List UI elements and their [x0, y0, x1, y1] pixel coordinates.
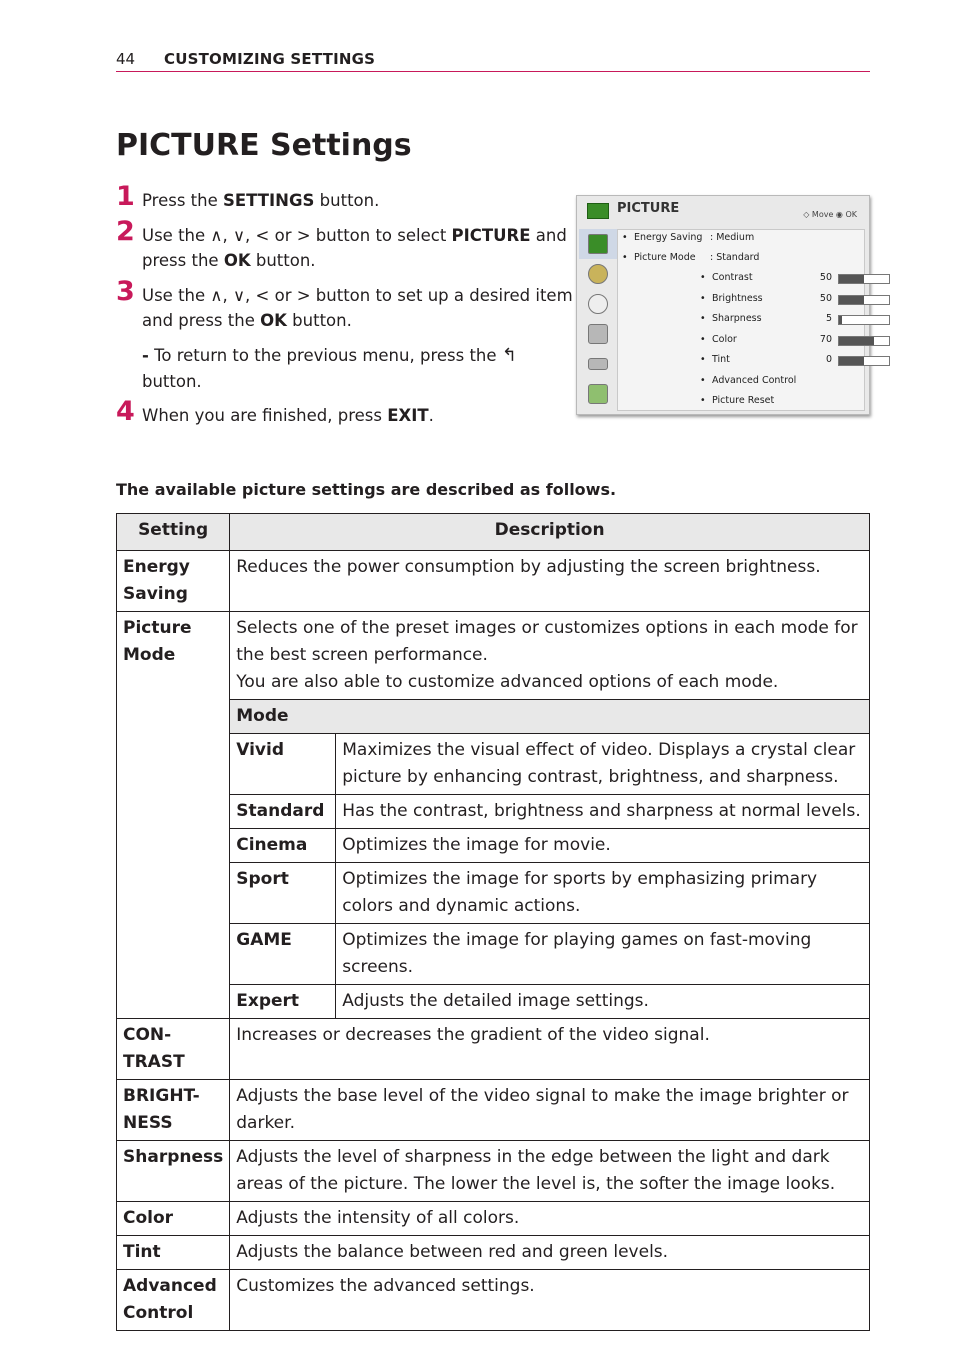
mode-row: [117, 829, 870, 863]
step-bold: EXIT: [387, 406, 429, 425]
option-menu-icon: [579, 349, 617, 379]
tv-sub-item: • Sharpness: [700, 313, 762, 324]
tv-item-label: Energy Saving: [634, 232, 703, 243]
lock-menu-icon: [579, 319, 617, 349]
step-text: Use the ∧, ∨, < or > button to set up a desired item and press the: [142, 286, 573, 330]
setting-description: Increases or decreases the gradient of the video signal.: [230, 1019, 870, 1080]
mode-description: Optimizes the image for movie.: [336, 829, 870, 863]
tv-sub-item-label: Color: [712, 333, 737, 345]
tv-item-value: : Medium: [710, 232, 755, 243]
tv-item-energy-saving: • Energy Saving: [622, 232, 703, 243]
mode-name: Vivid: [230, 734, 336, 795]
clock-icon: [588, 294, 608, 314]
step-bold: SETTINGS: [223, 191, 315, 210]
setting-name: Color: [117, 1202, 230, 1236]
description-line: You are also able to customize advanced options of each mode.: [236, 672, 779, 692]
settings-table: [116, 513, 870, 1331]
audio-menu-icon: [579, 259, 617, 289]
tv-sub-item: • Contrast: [700, 272, 753, 283]
mode-name: Cinema: [230, 829, 336, 863]
usb-menu-icon: [579, 379, 617, 409]
setting-name: BRIGHT-NESS: [117, 1080, 230, 1141]
step-number: 1: [116, 181, 135, 212]
step-bold: OK: [223, 251, 251, 270]
description-line: Selects one of the preset images or customizes options in each mode for the best screen performance.: [236, 618, 858, 665]
tv-level-bar: [838, 336, 890, 346]
tv-sub-item: • Color: [700, 333, 737, 345]
step-bold: OK: [260, 311, 287, 330]
section-name: CUSTOMIZING SETTINGS: [164, 50, 376, 68]
mode-name: Standard: [230, 795, 336, 829]
mode-name: Sport: [230, 863, 336, 924]
tv-sub-item-label: Tint: [712, 354, 730, 365]
tv-menu-panel: [617, 229, 865, 411]
step-3: [116, 276, 576, 333]
photos-icon: [588, 384, 608, 404]
header-setting: Setting: [117, 514, 230, 551]
page-title: PICTURE Settings: [116, 128, 412, 163]
step-text: When you are finished, press: [142, 406, 388, 425]
tv-icon: [587, 203, 609, 219]
setting-name: Sharpness: [117, 1141, 230, 1202]
setting-description: Customizes the advanced settings.: [230, 1270, 870, 1331]
setting-description: Adjusts the base level of the video signal to make the image brighter or darker.: [230, 1080, 870, 1141]
tv-menu-sidebar: [579, 229, 617, 409]
lock-icon: [588, 324, 608, 344]
mode-description: Optimizes the image for sports by emphasizing primary colors and dynamic actions.: [336, 863, 870, 924]
table-row: [117, 551, 870, 612]
step-1: [116, 181, 576, 213]
picture-menu-icon: [579, 229, 617, 259]
setting-description: Adjusts the level of sharpness in the edge between the light and dark areas of the picture. The lower the level is, the softer the image looks.: [230, 1141, 870, 1202]
mode-header-row: [117, 700, 870, 734]
table-row: [117, 1019, 870, 1080]
setting-name: Picture Mode: [117, 612, 230, 1019]
step-number: 4: [116, 396, 135, 427]
tv-sub-item: • Advanced Control: [700, 374, 797, 386]
table-row: [117, 1141, 870, 1202]
step-number: 2: [116, 216, 135, 247]
step-note: [116, 343, 576, 395]
page-number: 44: [116, 50, 136, 68]
step-text: button.: [314, 191, 380, 210]
mode-row: [117, 863, 870, 924]
setting-name: Energy Saving: [117, 551, 230, 612]
step-2: [116, 216, 576, 273]
tv-item-picture-mode: • Picture Mode: [622, 252, 696, 263]
table-row: [117, 1202, 870, 1236]
speaker-icon: [588, 264, 608, 284]
back-icon: ↰: [501, 345, 517, 366]
note-dash: -: [142, 346, 149, 365]
note-text: To return to the previous menu, press the: [148, 346, 502, 365]
mode-description: Maximizes the visual effect of video. Displays a crystal clear picture by enhancing contrast, brightness, and sharpness.: [336, 734, 870, 795]
tv-item-label: Picture Mode: [634, 252, 696, 263]
options-icon: [588, 358, 608, 370]
tv-sub-item-value: 50: [819, 292, 832, 304]
table-row: [117, 612, 870, 700]
tv-sub-item: • Picture Reset: [700, 395, 775, 406]
tv-level-fill: [839, 296, 864, 304]
tv-sub-item-label: Picture Reset: [712, 395, 775, 406]
header-description: Description: [230, 514, 870, 551]
mode-header: Mode: [230, 700, 870, 734]
setting-description: Reduces the power consumption by adjusting the screen brightness.: [230, 551, 870, 612]
step-text: button.: [286, 311, 352, 330]
steps-list: [116, 181, 576, 438]
tv-sub-item-value: 50: [819, 272, 832, 283]
tv-level-fill: [839, 316, 842, 324]
setting-description: [230, 612, 870, 700]
setting-description: Adjusts the intensity of all colors.: [230, 1202, 870, 1236]
tv-menu-title: PICTURE: [617, 201, 680, 216]
tv-level-fill: [839, 275, 864, 283]
page-header: [116, 48, 870, 72]
tv-sub-item-value: 70: [819, 333, 832, 345]
note-text: button.: [142, 372, 202, 391]
tv-sub-item-value: 5: [825, 313, 832, 324]
mode-description: Has the contrast, brightness and sharpness at normal levels.: [336, 795, 870, 829]
tv-menu-header: [577, 196, 869, 228]
tv-item-value: : Standard: [710, 252, 760, 263]
tv-sub-item: • Tint: [700, 354, 730, 365]
step-text: Use the ∧, ∨, < or > button to select: [142, 226, 452, 245]
tv-menu-screenshot: [576, 195, 870, 415]
tv-sub-item-label: Brightness: [712, 292, 763, 304]
mode-row: [117, 985, 870, 1019]
setting-name: Advanced Control: [117, 1270, 230, 1331]
tv-level-bar: [838, 295, 890, 305]
step-text: .: [428, 406, 434, 425]
mode-name: Expert: [230, 985, 336, 1019]
tv-level-fill: [839, 357, 864, 365]
mode-row: [117, 734, 870, 795]
setting-description: Adjusts the balance between red and green levels.: [230, 1236, 870, 1270]
mode-name: GAME: [230, 924, 336, 985]
setting-name: CON-TRAST: [117, 1019, 230, 1080]
tv-menu-hint: ◇ Move ◉ OK: [803, 210, 857, 219]
mode-row: [117, 924, 870, 985]
tv-sub-item-label: Sharpness: [712, 313, 762, 324]
step-text: Press the: [142, 191, 223, 210]
setting-name: Tint: [117, 1236, 230, 1270]
tv-level-bar: [838, 274, 890, 284]
tv-sub-item-value: 0: [825, 354, 832, 365]
tv-level-bar: [838, 315, 890, 325]
tv-sub-item-label: Contrast: [712, 272, 753, 283]
table-row: [117, 1236, 870, 1270]
tv-level-bar: [838, 356, 890, 366]
step-4: [116, 396, 576, 428]
step-bold: PICTURE: [451, 226, 531, 245]
tv-level-fill: [839, 337, 874, 345]
table-row: [117, 1270, 870, 1331]
time-menu-icon: [579, 289, 617, 319]
table-row: [117, 1080, 870, 1141]
mode-description: Adjusts the detailed image settings.: [336, 985, 870, 1019]
step-text: and press the: [142, 226, 567, 270]
tv-icon: [588, 234, 608, 254]
mode-row: [117, 795, 870, 829]
tv-sub-item: • Brightness: [700, 292, 763, 304]
step-text: button.: [250, 251, 316, 270]
tv-sub-item-label: Advanced Control: [712, 374, 797, 386]
mode-description: Optimizes the image for playing games on fast-moving screens.: [336, 924, 870, 985]
table-intro: The available picture settings are described as follows.: [116, 480, 617, 499]
table-header-row: [117, 514, 870, 551]
step-number: 3: [116, 276, 135, 307]
